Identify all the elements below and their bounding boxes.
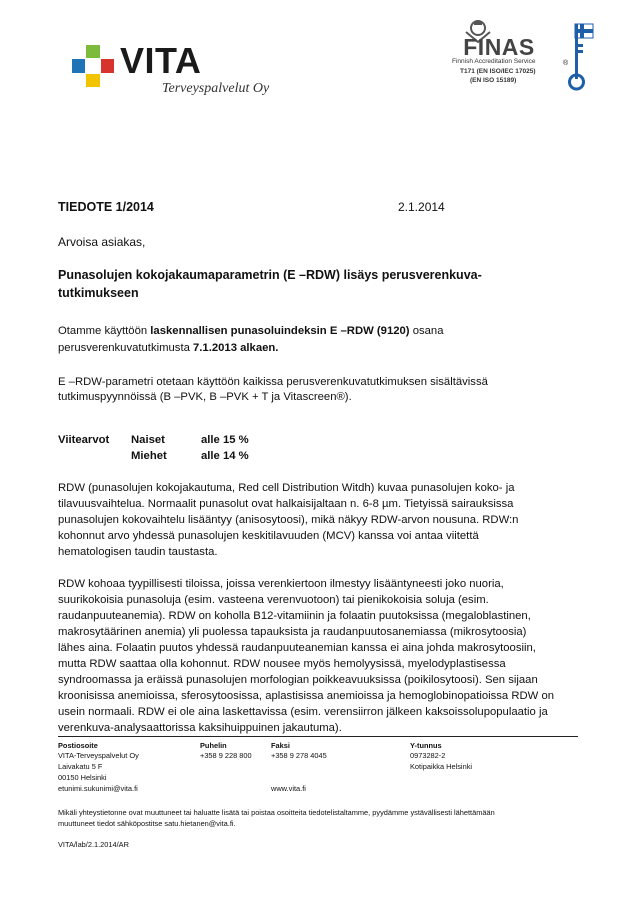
document-date: 2.1.2014 bbox=[398, 200, 445, 214]
footer-reference-code: VITA/lab/2.1.2014/AR bbox=[58, 840, 129, 849]
reference-group: Miehet bbox=[131, 450, 167, 462]
paragraph-1-line-1: Otamme käyttöön laskennallisen punasoluindeksin E –RDW (9120) osana bbox=[58, 325, 444, 337]
vita-logo-subtitle: Terveyspalvelut Oy bbox=[162, 81, 270, 96]
footer-postal-line: 00150 Helsinki bbox=[58, 773, 107, 782]
paragraph-3-line: hematologisen taudin taustasta. bbox=[58, 546, 218, 558]
paragraph-4-line: mutta RDW saattaa olla kohonnut. RDW nousee myös hemolyysissä, myelodyplastisessa bbox=[58, 658, 506, 670]
vita-logo-cross-icon bbox=[72, 45, 114, 87]
paragraph-2-line-2: tutkimuspyynnöissä (B –PVK, B –PVK + T ja Vitascreen®). bbox=[58, 391, 352, 403]
paragraph-4-line: raudanpuuteanemia). RDW on koholla B12-vitamiinin ja folaatin puutoksissa (megaloblastinen, bbox=[58, 610, 531, 622]
reference-value: alle 15 % bbox=[201, 434, 249, 446]
finas-standard-1: T171 (EN ISO/IEC 17025) bbox=[460, 68, 536, 75]
footer-fax: +358 9 278 4045 bbox=[271, 751, 327, 760]
footer-fax-title: Faksi bbox=[271, 741, 290, 750]
paragraph-4-line: kroonisissa anemioissa, sferosytoosissa, aplastisissa anemioissa ja hemoglobinopatioissa RDW on bbox=[58, 690, 555, 702]
paragraph-3-line: tilavuusvaihtelua. Normaalit punasolut ovat halkaisijaltaan n. 6-8 µm. Tietyissä sairauksissa bbox=[58, 498, 514, 510]
reference-value: alle 14 % bbox=[201, 450, 249, 462]
footer-email[interactable]: etunimi.sukunimi@vita.fi bbox=[58, 784, 138, 793]
finas-standard-2: (EN ISO 15189) bbox=[470, 77, 517, 84]
paragraph-3-line: punasolujen kokovaihtelu lisääntyy (anisosytoosi), mikä näkyy RDW-arvon nousuna. RDW:n bbox=[58, 514, 519, 526]
footer-domicile: Kotipaikka Helsinki bbox=[410, 762, 473, 771]
footer-business-id: 0973282-2 bbox=[410, 751, 446, 760]
footer-notice-line-2: muuttuneet tiedot sähköpostitse satu.hietanen@vita.fi. bbox=[58, 819, 236, 828]
footer-divider bbox=[58, 736, 578, 737]
paragraph-4-line: verenkuva-analysaattorissa kaksihuippuinen jakautuma). bbox=[58, 722, 342, 734]
main-heading-line-2: tutkimukseen bbox=[58, 286, 139, 300]
footer-website-link[interactable]: www.vita.fi bbox=[271, 784, 306, 793]
reference-values-label: Viitearvot bbox=[58, 434, 110, 446]
document-title: TIEDOTE 1/2014 bbox=[58, 200, 154, 214]
finas-logo-text: FINAS bbox=[463, 34, 535, 60]
paragraph-2-line-1: E –RDW-parametri otetaan käyttöön kaikissa perusverenkuvatutkimuksen sisältävissä bbox=[58, 376, 488, 388]
greeting: Arvoisa asiakas, bbox=[58, 235, 146, 249]
vita-logo-text: VITA bbox=[120, 40, 202, 81]
footer-phone-title: Puhelin bbox=[200, 741, 227, 750]
footer-notice-line-1: Mikäli yhteystietonne ovat muuttuneet tai haluatte lisätä tai poistaa osoitteita tiedotelistaltamme, pyydämme ystävällisesti lähettämään bbox=[58, 808, 495, 817]
paragraph-3-line: kohonnut arvo yhdessä punasolujen keskitilavuuden (MCV) kanssa voi antaa viitettä bbox=[58, 530, 479, 542]
footer-business-id-title: Y-tunnus bbox=[410, 741, 442, 750]
paragraph-1-line-2: perusverenkuvatutkimusta 7.1.2013 alkaen. bbox=[58, 342, 279, 354]
paragraph-4-line: syndroomassa ja eräissä punasolujen morfologian poikkeavuuksissa (poikilosytoosi). Sen sijaan bbox=[58, 674, 538, 686]
key-flag-icon bbox=[565, 22, 595, 92]
paragraph-4-line: usein normaali. RDW ei ole aina laskettavissa (esim. verensiirron jälkeen kaksoissolupopulaatio ja bbox=[58, 706, 548, 718]
finas-service-text: Finnish Accreditation Service bbox=[452, 58, 536, 65]
footer-postal-line: Laivakatu 5 F bbox=[58, 762, 103, 771]
paragraph-4-line: lähes aina. Folaatin puutos yhdessä raudanpuuteanemian kanssa ei aina johda makrosytoosiin, bbox=[58, 642, 536, 654]
paragraph-4-line: makrosytäärinen anemia) yli puolessa tapauksista ja raudanpuutosanemiassa (mikrosytoosia) bbox=[58, 626, 527, 638]
paragraph-4-line: RDW kohoaa tyypillisesti tiloissa, joissa verenkiertoon ilmestyy lisääntyneesti joko nuoria, bbox=[58, 578, 504, 590]
main-heading-line-1: Punasolujen kokojakaumaparametrin (E –RDW) lisäys perusverenkuva- bbox=[58, 268, 482, 282]
paragraph-4-line: suurikokoisia punasoluja (esim. vasteena verenvuotoon) tai pienikokoisia soluja (esim. bbox=[58, 594, 489, 606]
registered-mark: ® bbox=[563, 60, 569, 67]
footer-postal-title: Postiosoite bbox=[58, 741, 98, 750]
footer-postal-line: VITA-Terveyspalvelut Oy bbox=[58, 751, 139, 760]
footer-phone: +358 9 228 800 bbox=[200, 751, 252, 760]
reference-group: Naiset bbox=[131, 434, 165, 446]
paragraph-3-line: RDW (punasolujen kokojakautuma, Red cell Distribution Witdh) kuvaa punasolujen koko- ja bbox=[58, 482, 515, 494]
